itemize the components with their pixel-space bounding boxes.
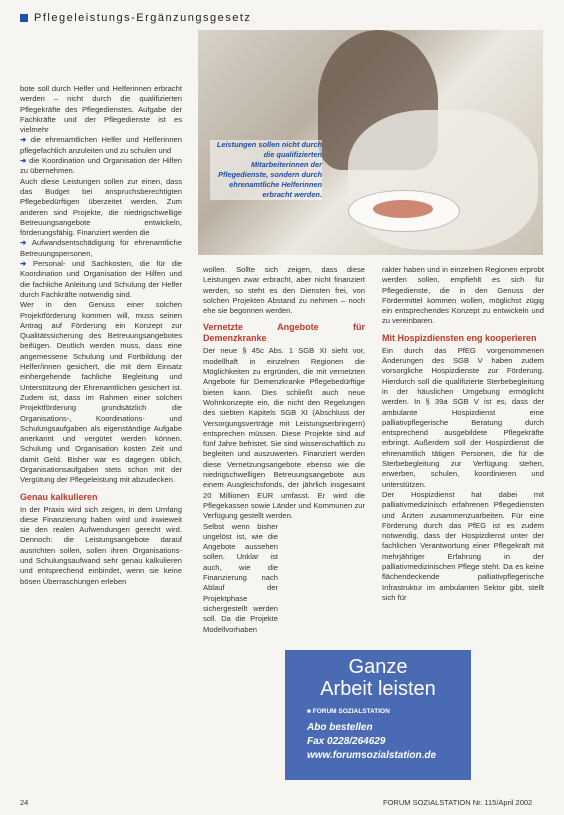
photo-food (373, 200, 433, 218)
section-title: Pflegeleistungs-Ergänzungsgesetz (34, 12, 252, 24)
ad-box (285, 650, 471, 780)
paragraph: In der Praxis wird sich zeigen, in dem Umfang diese Finanzierung haben wird und inwieweit sie den realen Aufwendungen gerecht wird. Dennoch: die Leistungsangebote darauf ausrichten sollen, sollen ihren Organisations- und Schulungsaufwand sehr genau kalkulieren und entsprechend einbindet, wenn sie keine bösen Überraschungen erleben (20, 504, 182, 586)
arrow-icon: ➜ (20, 156, 30, 166)
column-2 (203, 265, 365, 635)
ad-headline-2: Arbeit leisten (320, 678, 436, 700)
issue-info: FORUM SOZIALSTATION Nr. 115/April 2002 (383, 798, 533, 807)
ad-fax: Fax 0228/264629 (307, 736, 386, 747)
subheading: Genau kalkulieren (20, 491, 98, 502)
paragraph: rakter haben und in einzelnen Regionen erprobt werden sollen, empfiehlt es sich für Pflegedienste, die in den Genuss der Fördermittel kommen wollen, möglichst zügig ein entsprechendes Konzept zu entwickeln und zu vereinbaren. (382, 265, 544, 326)
section-square-icon (20, 14, 28, 22)
paragraph: Selbst wenn bisher ungelöst ist, wie die Angebote aussehen sollen. Unklar ist auch, wie die Finanzierung nach Ablauf der Projektphase sichergestellt werden soll. Da die Projekte Modellvorhaben (203, 521, 278, 634)
page-number: 24 (20, 798, 29, 807)
arrow-icon: ➜ (20, 259, 33, 269)
paragraph: wollen. Sollte sich zeigen, dass diese Leistungen zwar erbracht, aber nicht finanziert werden, so steht es den Diensten frei, von solchen Projekten Abstand zu nehmen – noch ehe sie begonnen werden. (203, 265, 365, 316)
section-header (20, 12, 251, 24)
paragraph: Ein durch das PfEG vorgenommenen Änderungen des SGB V haben zudem vorsorgliche Hospizdienste zur Förderung. Hierdurch soll die qualifizierte Sterbebegleitung in der häuslichen Umgebung ermöglicht werden. In § 39a SGB V ist es, dass der ambulante Hospizdienst eine palliativpflegerische Beratung durch entsprechend ausgebildete Pflegekräfte erbringt. Außerdem soll der Hospizdienst die ehrenamtlich tätigen Personen, die für die Sterbebegleitung zur Verfügung stehen, erwerben, schulen, koordinieren und unterstützen. (382, 345, 544, 489)
photo-caption: Leistungen sollen nicht durch die qualifizierten Mitarbeiterinnen der Pflegedienste, sondern durch ehrenamtliche Helferinnen erbracht werden. (210, 140, 322, 200)
column-3 (382, 265, 544, 603)
bullet: ➜ Aufwandsentschädigung für ehrenamtliche Betreuungspersonen, (20, 238, 182, 258)
paragraph: bote soll durch Helfer und Helferinnen erbracht werden – nicht durch die qualifizierten Pflegekräfte des Pflegedienstes. Aufgabe der Fachkräfte und der Pflegedienste ist es vielmehr (20, 84, 182, 135)
arrow-icon: ➜ (20, 238, 32, 248)
bullet: ➜ die Koordination und Organisation der Hilfen zu übernehmen. (20, 156, 182, 176)
subheading: Mit Hospizdiensten eng kooperieren (382, 332, 537, 343)
column-1 (20, 84, 182, 587)
arrow-icon: ➜ (20, 135, 31, 145)
ad-order: Abo bestellen (307, 722, 373, 733)
paragraph: Auch diese Leistungen sollen zur einen, dass das Budget bei anspruchsberechtigten Pflegebedürftigen überzeitet werden. Zum anderen sind Projekte, die niedrigschwellige Betreuungsangebote entwickeln, förderungsfähig. Finanziert werden die (20, 176, 182, 238)
subheading: Vernetzte Angebote für Demenzkranke (203, 322, 365, 344)
paragraph: Wer in den Genuss einer solchen Projektförderung kommen will, muss seinen Antrag auf Förderung ein Konzept zur Qualitätssicherung des Betreuungsangebotes beifügen. Deutlich werden muss, dass eine angemessene Schulung und Fortbildung der Helfer/innen gesichert, die mit dem Einsatz einhergehende fachliche Begleitung und Unterstützung der Ehrenamtlichen gesichert ist. Zudem ist, dass im Rahmen einer solchen Projektförderung grundsätzlich die Organisations-, Koordinations- und Schulungsaufgaben als eigenständige Aufgabe anerkannt und vergütet werden können. Schulung und Organisation kosten Zeit und damit Geld. Bisher war es dagegen üblich, Organisationsaufgaben stets schon mit der Vergütung der Pflegeleistung mit abzudecken. (20, 300, 182, 485)
ad-brand: ■ FORUM SOZIALSTATION (307, 708, 390, 715)
paragraph: Der Hospizdienst hat dabei mit palliativmedizinisch erfahrenen Pflegediensten und Ärzten zusammenzuarbeiten. Für eine Förderung durch das PfEG ist es zudem notwendig, dass der Hospizdienst unter der fachlichen Verantwortung einer Pflegekraft mit mehrjähriger Erfahrung in der palliativmedizinischen Pflege steht. Da es keine flächendeckende palliativpflegerische Infrastruktur im ambulanten Sektor gibt, stellt sich für (382, 489, 544, 602)
paragraph: Der neue § 45c Abs. 1 SGB XI sieht vor, modellhaft in einzelnen Regionen die Möglichkeiten zu ergründen, die mit vernetzten Angebote für Demenzkranke Pflegebedürftige bieten kann. Dies schließt auch neue Wohnkonzepte ein, die nicht den Regelungen des siebten Kapitels SGB XI (Abschluss der Versorgungsverträge mit Leistungserbringern) entsprechen müssen. Diese Projekte sind auf fünf Jahre befristet. Sie sind wissenschaftlich zu begleiten und auszuwerten. Finanziert werden diese Vernetzungsangebote ebenso wie die niedrigschwelligen Betreuungsangebote aus einem Ausgleichsfonds, der jährlich insgesamt 20 Millionen EUR umfasst. Er wird die Pflegekassen sowie Länder und Kommunen zur Verfügung gestellt werden. (203, 346, 365, 521)
bullet: ➜ die ehrenamtlichen Helfer und Helferinnen pflegefachlich anzuleiten und zu schulen und (20, 135, 182, 155)
ad-url-link[interactable]: www.forumsozialstation.de (307, 750, 437, 761)
ad-headline: Ganze (348, 656, 408, 678)
bullet: ➜ Personal- und Sachkosten, die für die Koordination und Organisation der Hilfen und die fachliche Anleitung und Schulung der Helfer durch Fachkräfte notwendig sind. (20, 259, 182, 299)
